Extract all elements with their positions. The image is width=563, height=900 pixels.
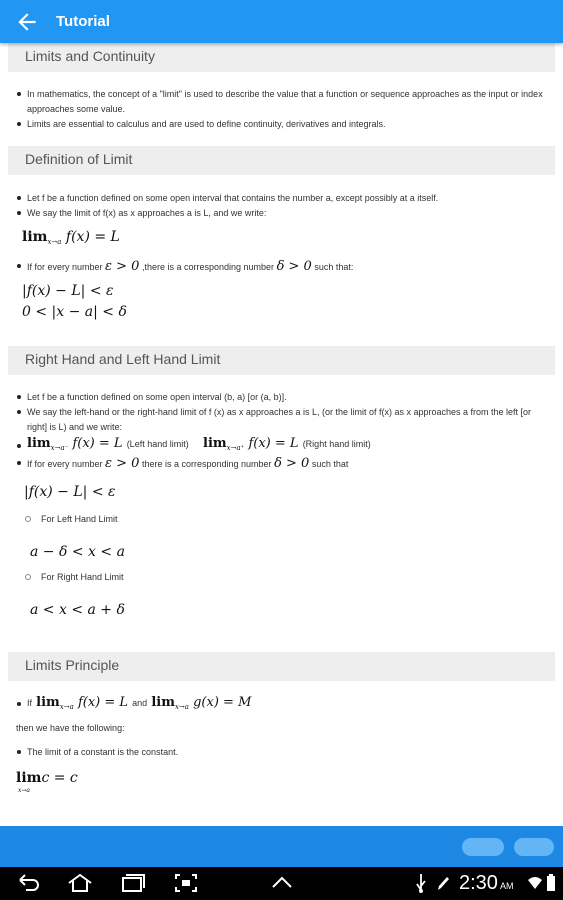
bullet-text: Limits are essential to calculus and are used to define continuity, derivatives and integrals. [16, 117, 545, 132]
recent-apps-icon[interactable] [119, 872, 147, 894]
bullet-text: Let f be a function defined on some open interval (b, a) [or (a, b)]. [16, 390, 545, 405]
bullet-text: The limit of a constant is the constant. [16, 745, 545, 760]
pencil-icon [435, 872, 451, 894]
then-text: then we have the following: [16, 723, 125, 733]
page-title: Tutorial [56, 13, 110, 30]
back-nav-icon[interactable] [16, 872, 42, 894]
system-navigation-bar [0, 867, 563, 900]
tutorial-content[interactable] [0, 43, 563, 826]
section-header-definition: Definition of Limit [8, 146, 555, 175]
arrow-back-icon[interactable] [14, 9, 40, 35]
usb-icon [413, 872, 429, 894]
one-sided-limit-formulas: $\lim_{x\to a^-} f(x) = L$ (Left hand limit) $\lim_{x\to a^+} f(x) = L$ (Right hand limit) [16, 436, 545, 456]
battery-icon [545, 872, 557, 894]
bullet-text: We say the left-hand or the right-hand limit of f (x) as x approaches a is L, (or the limit of f(x) as x approaches a from the left [or right] is L) and we write: [16, 405, 545, 435]
bullet-text: Let f be a function defined on some open interval that contains the number a, except possibly at a itself. [16, 191, 545, 206]
home-nav-icon[interactable] [66, 872, 94, 894]
principle-formula: If $\lim_{x\to a} f(x) = L$ and $\lim_{x\to a} g(x) = M$ [16, 695, 545, 719]
right-hand-limit-label: For Right Hand Limit [16, 572, 545, 586]
bullet-text: We say the limit of f(x) as x approaches a is L, and we write: [16, 206, 545, 221]
section-header-limits-continuity: Limits and Continuity [8, 43, 555, 72]
left-hand-limit-label: For Left Hand Limit [16, 514, 545, 528]
section-body-definition [0, 175, 563, 346]
bottom-pill-button[interactable] [514, 838, 554, 856]
inequality-epsilon: |f(x) − L| < ε [24, 484, 116, 500]
bullet-condition: If for every number ε > 0 there is a corresponding number δ > 0 such that [16, 456, 545, 472]
bottom-pill-button[interactable] [462, 838, 504, 856]
bullet-text: In mathematics, the concept of a "limit" is used to describe the value that a function or sequence approaches as the input or index approaches some value. [16, 87, 545, 117]
app-bar [0, 0, 563, 43]
limit-definition-formula: $\lim_{x\to a} f(x) = L$ [22, 229, 120, 246]
section-body-right-left [0, 375, 563, 652]
inequality-delta: 0 < |x − a| < δ [22, 304, 127, 320]
section-header-right-left: Right Hand and Left Hand Limit [8, 346, 555, 375]
section-body-limits-principle [0, 681, 563, 794]
screenshot-icon[interactable] [173, 872, 199, 894]
chevron-up-icon[interactable] [270, 872, 294, 894]
inequality-epsilon: |f(x) − L| < ε [22, 283, 114, 299]
left-hand-inequality: a − δ < x < a [30, 544, 125, 560]
section-header-limits-principle: Limits Principle [8, 652, 555, 681]
right-hand-inequality: a < x < a + δ [30, 602, 125, 618]
bottom-bar [0, 826, 563, 867]
constant-formula: limc = c x→a [16, 770, 78, 794]
wifi-icon [527, 872, 543, 894]
section-body-limits-continuity [0, 72, 563, 146]
bullet-condition: If for every number ε > 0 ,there is a corresponding number δ > 0 such that: [16, 259, 545, 275]
status-clock: 2:30 AM [459, 872, 514, 894]
